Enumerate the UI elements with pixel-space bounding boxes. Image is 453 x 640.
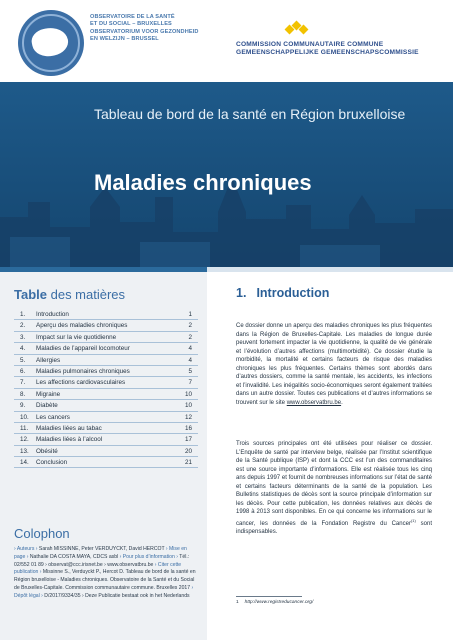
footnote-reference[interactable]: (1) bbox=[410, 517, 416, 523]
toc-item-number: 3. bbox=[20, 333, 26, 341]
toc-item-page: 2 bbox=[188, 333, 192, 341]
toc-item[interactable] bbox=[14, 446, 198, 457]
toc-item-number: 1. bbox=[20, 311, 26, 318]
toc-item-page: 20 bbox=[184, 447, 192, 455]
toc-heading-bold: Table bbox=[14, 287, 47, 302]
toc-item-page: 10 bbox=[184, 390, 192, 398]
banner-subtitle: Tableau de bord de la santé en Région bruxelloise bbox=[94, 106, 406, 122]
observatory-website-link[interactable]: www.observatbru.be bbox=[286, 399, 342, 406]
toc-item[interactable] bbox=[14, 332, 198, 343]
toc-item-label: Migraine bbox=[36, 390, 61, 398]
title-banner bbox=[0, 82, 453, 267]
cocom-name-line: GEMEENSCHAPPELIJKE GEMEENSCHAPSCOMMISSIE bbox=[236, 49, 419, 56]
colophon-value: Sarah MISSINNE, Peter VERDUYCKT, David HERCOT bbox=[37, 546, 166, 552]
observatory-name bbox=[90, 14, 215, 44]
toc-item[interactable] bbox=[14, 377, 198, 388]
toc-item[interactable] bbox=[14, 355, 198, 366]
colophon-citation: Missinne S., Verduyckt P., Hercot D. Tableau de bord de la santé en Région bruxelloise - Maladies chroniques. Observatoire de la Santé et du Social de Bruxelles-Capitale. Commission communautaire commune. Bruxelles 2017 bbox=[14, 569, 196, 591]
toc-item[interactable] bbox=[14, 320, 198, 331]
toc-item[interactable] bbox=[14, 457, 198, 468]
toc-item-number: 11. bbox=[20, 424, 29, 432]
toc-item[interactable] bbox=[14, 309, 198, 320]
colophon-label: › Dépôt légal › bbox=[14, 584, 194, 599]
toc-item[interactable] bbox=[14, 343, 198, 354]
section-title-text: Introduction bbox=[256, 286, 330, 300]
sidebar bbox=[0, 272, 207, 640]
toc-item-label: Conclusion bbox=[36, 459, 68, 467]
toc-item-label: Les cancers bbox=[36, 413, 70, 421]
toc-item-number: 5. bbox=[20, 356, 26, 364]
footnote-link[interactable]: http://www.registreducancer.org/ bbox=[244, 600, 314, 605]
toc-item-label: Maladies de l’appareil locomoteur bbox=[36, 345, 130, 353]
observatory-name-line: OBSERVATORIUM VOOR GEZONDHEID bbox=[90, 28, 199, 35]
colophon-text bbox=[14, 546, 198, 601]
colophon-label: › Citer cette publication › bbox=[14, 561, 182, 576]
toc-item[interactable] bbox=[14, 412, 198, 423]
toc-item-label: Diabète bbox=[36, 402, 58, 410]
toc-item-page: 7 bbox=[188, 379, 192, 387]
colophon-label: › Auteurs › bbox=[14, 546, 38, 552]
toc-item[interactable] bbox=[14, 400, 198, 411]
footnote-divider bbox=[236, 596, 302, 597]
toc-item-label: Allergies bbox=[36, 356, 61, 364]
toc-item-label: Impact sur la vie quotidienne bbox=[36, 333, 117, 341]
toc-item-label: Introduction bbox=[36, 311, 69, 318]
sources-paragraph bbox=[236, 440, 432, 537]
toc-item-number: 6. bbox=[20, 367, 26, 375]
colophon-label: › Mise en page › bbox=[14, 546, 187, 560]
toc-item-label: Maladies liées à l’alcool bbox=[36, 436, 103, 444]
colophon-value: Nathalie DA COSTA MAYA, CDCS asbl bbox=[28, 553, 120, 560]
toc-heading bbox=[14, 287, 125, 302]
toc-item-number: 12. bbox=[20, 436, 29, 444]
toc-item-label: Les affections cardiovasculaires bbox=[36, 379, 126, 387]
paragraph-text: Trois sources principales ont été utilisées pour réaliser ce dossier. L’Enquête de santé par interview belge, réalisée par l’Institut scientifique de la Santé publique (ISP) et dont la CCC est l’un des commanditaires est une source importante d’informations. Elle est réalisée tous les cinq ans depuis 1997 et fournit de nombreuses informations sur l’état de santé et certains facteurs déterminants de la santé de la population. Les Bulletins statistiques de décès sont la source principale d’information sur les décès. Pour cette publication, les données relatives aux décès de 1998 à 2013 sont disponibles. En ce qui concerne les informations sur le cancer, les données de la Fondation Registre du Cancer bbox=[236, 441, 432, 527]
toc-item-page: 1 bbox=[188, 311, 192, 318]
paragraph-text: Ce dossier donne un aperçu des maladies chroniques les plus fréquentes dans la Région de Bruxelles-Capitale. Les maladies de longue durée peuvent fortement impacter la vie quotidienne, la qualité de vie générale et l’évolution d’autres affections (multimorbidité). Ce dossier étudie la morbidité, la mortalité et certains facteurs de risque des maladies chroniques les plus fréquentes. Certains thèmes sont abordés dans d’autres dossiers, comme la santé mentale, les accidents, les infections et l’invalidité. Les inégalités socio-économiques seront également traitées dans un autre dossier. Toutes ces publications et d’autres informations se trouvent sur le site bbox=[236, 323, 432, 406]
toc-heading-rest: des matières bbox=[47, 287, 126, 302]
document-title: Maladies chroniques bbox=[94, 170, 312, 195]
toc-item-page: 5 bbox=[188, 367, 192, 375]
toc-item-number: 13. bbox=[20, 447, 29, 455]
toc-item-number: 14. bbox=[20, 459, 29, 467]
observatory-name-line: OBSERVATOIRE DE LA SANTÉ bbox=[90, 14, 175, 20]
toc-item-page: 16 bbox=[184, 424, 192, 432]
cocom-name bbox=[236, 41, 446, 57]
toc-item-page: 21 bbox=[184, 459, 192, 467]
toc-item-number: 7. bbox=[20, 379, 26, 387]
paragraph-text: sont indispensables. bbox=[236, 520, 432, 535]
banner-accent-stripe bbox=[207, 267, 453, 272]
toc-item-page: 2 bbox=[188, 322, 192, 330]
toc-item-page: 4 bbox=[188, 356, 192, 364]
intro-paragraph bbox=[236, 322, 432, 407]
toc-item-number: 8. bbox=[20, 390, 26, 398]
footnote-number: 1 bbox=[236, 600, 239, 605]
toc-item-page: 10 bbox=[184, 402, 192, 410]
toc-item-page: 4 bbox=[188, 345, 192, 353]
colophon-contact: Tél.: 02/552 01 89 › observat@ccc.irisnet.be › www.observatbru.be bbox=[14, 553, 190, 568]
toc-item-number: 10. bbox=[20, 413, 29, 421]
observatory-name-line: EN WELZIJN – BRUSSEL bbox=[90, 36, 159, 43]
toc-item-label: Aperçu des maladies chroniques bbox=[36, 322, 128, 330]
section-title bbox=[236, 286, 329, 300]
paragraph-text: . bbox=[341, 399, 343, 406]
colophon-heading: Colophon bbox=[14, 526, 70, 541]
toc-item[interactable] bbox=[14, 434, 198, 445]
observatory-name-line: ET DU SOCIAL – BRUXELLES bbox=[90, 21, 172, 28]
footnote bbox=[236, 600, 313, 605]
toc-item-page: 17 bbox=[184, 436, 192, 444]
toc-item-number: 9. bbox=[20, 402, 26, 410]
section-number: 1. bbox=[236, 286, 247, 300]
toc-item-label: Obésité bbox=[36, 447, 58, 455]
toc-item-label: Maladies pulmonaires chroniques bbox=[36, 367, 130, 375]
colophon-value: D/2017/9334/35 › Deze Publicatie bestaat ook in het Nederlands bbox=[42, 592, 190, 599]
toc-item-number: 2. bbox=[20, 322, 26, 330]
cocom-name-line: COMMISSION COMMUNAUTAIRE COMMUNE bbox=[236, 41, 384, 48]
toc-item[interactable] bbox=[14, 366, 198, 377]
observatory-logo bbox=[18, 10, 84, 76]
toc-item-number: 4. bbox=[20, 345, 26, 353]
page-header bbox=[0, 0, 453, 82]
toc-item-page: 12 bbox=[184, 413, 192, 421]
toc-list bbox=[14, 309, 198, 468]
toc-item[interactable] bbox=[14, 389, 198, 400]
toc-item[interactable] bbox=[14, 423, 198, 434]
cocom-logo-icon bbox=[286, 22, 308, 38]
toc-item-label: Maladies liées au tabac bbox=[36, 424, 102, 432]
colophon-label: › Pour plus d’information › bbox=[119, 553, 178, 560]
